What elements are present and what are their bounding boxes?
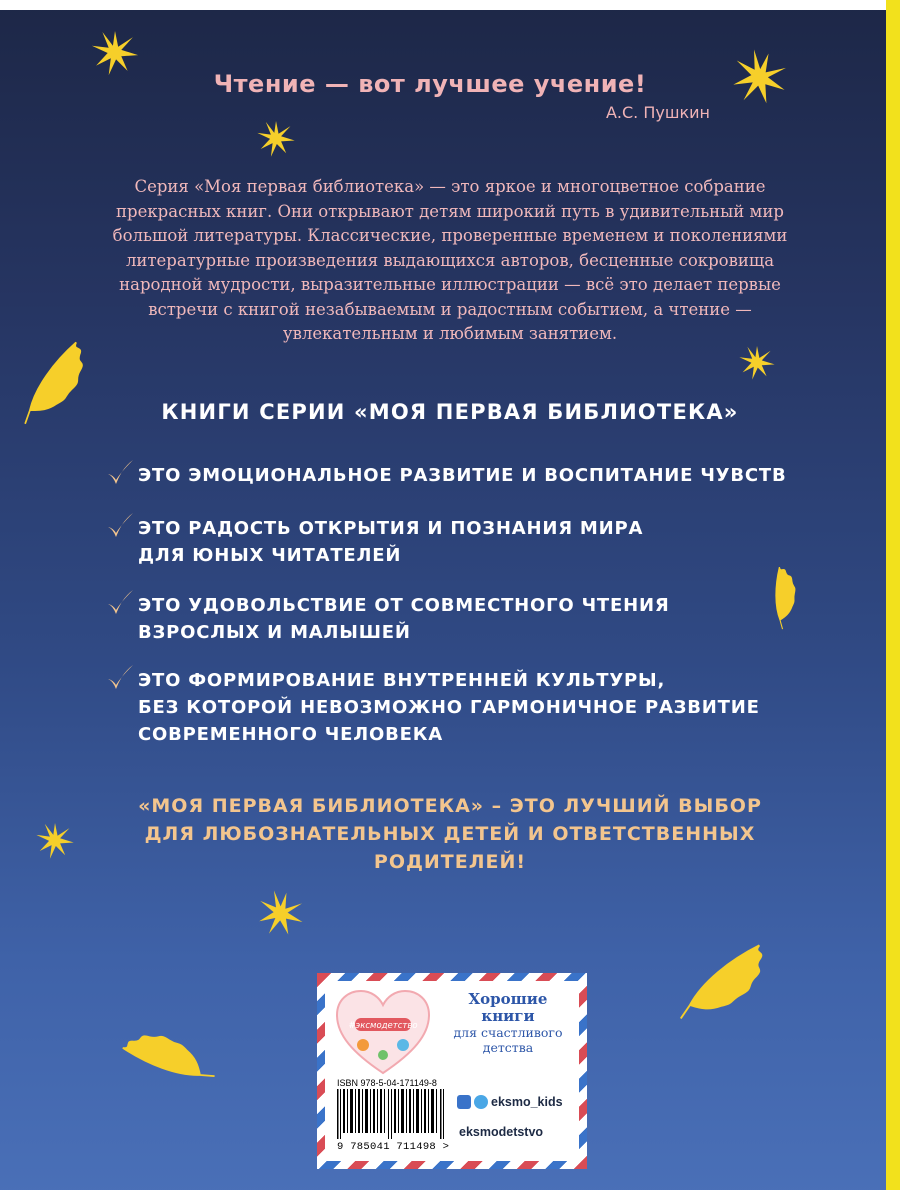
tagline-line: Хорошие <box>468 990 548 1008</box>
star-icon <box>739 346 774 380</box>
feather-icon <box>666 945 774 1020</box>
star-icon <box>253 887 309 942</box>
sticker-tagline <box>443 991 573 1055</box>
star-icon <box>725 44 795 112</box>
closing-statement <box>110 792 790 876</box>
star-icon <box>92 31 138 75</box>
epigraph-quote: Чтение — вот лучшее учение! <box>213 70 647 98</box>
social-handle: eksmo_kids <box>491 1095 563 1109</box>
social-links <box>457 1095 577 1109</box>
tagline-line: книги <box>481 1007 535 1025</box>
benefit-line: ВЗРОСЛЫХ И МАЛЫШЕЙ <box>138 622 411 643</box>
tagline-line: для счастливого <box>453 1025 563 1040</box>
closing-line: ДЛЯ ЛЮБОЗНАТЕЛЬНЫХ ДЕТЕЙ И ОТВЕТСТВЕННЫХ <box>144 823 756 845</box>
benefit-line: БЕЗ КОТОРОЙ НЕВОЗМОЖНО ГАРМОНИЧНОЕ РАЗВИТИЕ <box>138 697 760 718</box>
closing-line: РОДИТЕЛЕЙ! <box>373 851 527 873</box>
telegram-icon[interactable] <box>474 1095 488 1109</box>
benefit-line: ЭТО УДОВОЛЬСТВИЕ ОТ СОВМЕСТНОГО ЧТЕНИЯ <box>138 595 670 616</box>
checkmark-icon <box>105 588 135 618</box>
benefit-line: ЭТО ФОРМИРОВАНИЕ ВНУТРЕННЕЙ КУЛЬТУРЫ, <box>138 670 666 691</box>
closing-line: «МОЯ ПЕРВАЯ БИБЛИОТЕКА» – ЭТО ЛУЧШИЙ ВЫБОР <box>138 795 762 817</box>
benefit-line: ЭТО ЭМОЦИОНАЛЬНОЕ РАЗВИТИЕ И ВОСПИТАНИЕ ЧУВСТВ <box>138 465 787 486</box>
feather-icon <box>123 1018 216 1105</box>
vk-icon[interactable] <box>457 1095 471 1109</box>
checkmark-icon <box>105 511 135 541</box>
section-heading: КНИГИ СЕРИИ «МОЯ ПЕРВАЯ БИБЛИОТЕКА» <box>161 400 739 424</box>
benefit-line: ЭТО РАДОСТЬ ОТКРЫТИЯ И ПОЗНАНИЯ МИРА <box>138 518 644 539</box>
heart-logo-icon <box>333 987 433 1077</box>
barcode-number: 9 785041 711498 > <box>337 1141 450 1153</box>
publisher-sticker <box>317 973 587 1169</box>
series-description: Серия «Моя первая библиотека» — это яркое и многоцветное собрание прекрасных книг. Они открывают детям широкий путь в удивительный мир большой литературы. Классические, проверенные временем и поколениями литературные произведения выдающихся авторов, бесценные сокровища народной мудрости, выразительные иллюстрации — всё это делает первые встречи с книгой незабываемым и радостным событием, а чтение — увлекательным и любимым занятием. <box>112 177 788 343</box>
checkmark-icon <box>105 458 135 488</box>
tagline-line: детства <box>482 1040 534 1055</box>
star-icon <box>257 121 294 157</box>
epigraph-author: А.С. Пушкин <box>605 103 710 122</box>
benefit-line: СОВРЕМЕННОГО ЧЕЛОВЕКА <box>138 724 443 745</box>
barcode <box>337 1089 445 1139</box>
hashtag-text: #эксмодетство <box>348 1021 418 1031</box>
isbn-label: ISBN 978-5-04-171149-8 <box>337 1078 437 1088</box>
benefit-line: ДЛЯ ЮНЫХ ЧИТАТЕЛЕЙ <box>138 545 402 566</box>
checkmark-icon <box>105 663 135 693</box>
site-handle: eksmodetstvo <box>459 1125 544 1139</box>
star-icon <box>36 823 73 859</box>
